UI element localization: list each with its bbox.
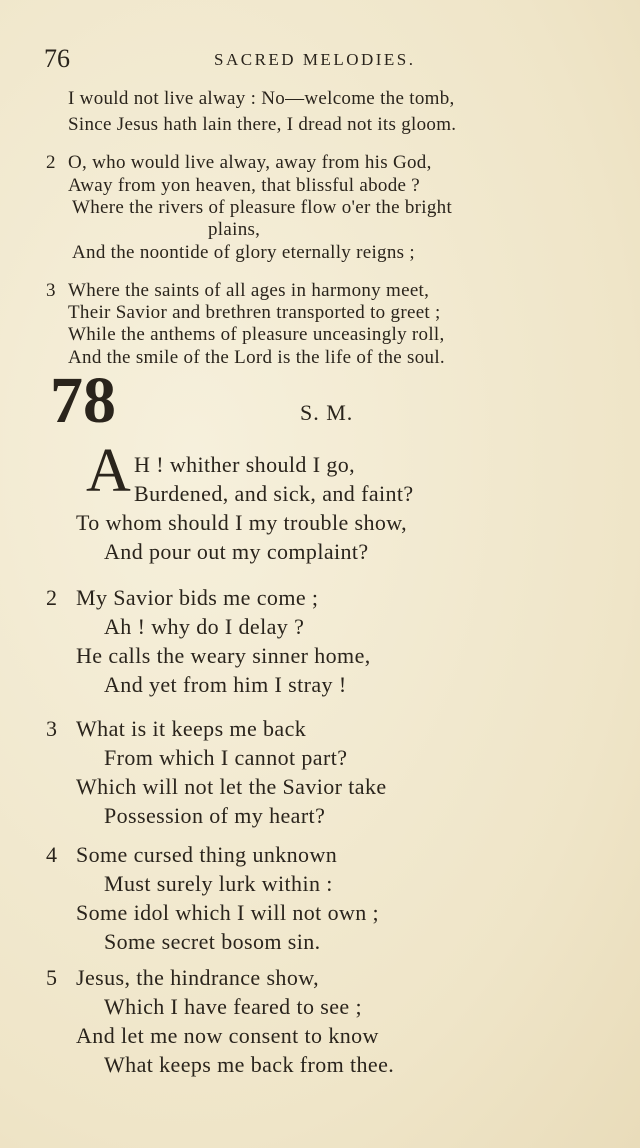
hymn-line: Which I have feared to see ;	[104, 994, 362, 1019]
prev-hymn-line: Away from yon heaven, that blissful abode ?	[68, 175, 421, 196]
hymn-line: Possession of my heart?	[104, 803, 326, 828]
hymn-line: Which will not let the Savior take	[76, 774, 387, 799]
prev-hymn-line: And the noontide of glory eternally reigns ;	[72, 242, 415, 263]
drop-cap: A	[86, 437, 131, 505]
hymn-line: H ! whither should I go,	[134, 452, 356, 477]
page-number: 76	[44, 44, 70, 73]
hymn-line: From which I cannot part?	[104, 745, 348, 770]
hymn-line: Must surely lurk within :	[104, 871, 333, 896]
hymn-line: Jesus, the hindrance show,	[76, 965, 319, 990]
prev-hymn-line: And the smile of the Lord is the life of the soul.	[68, 347, 445, 368]
hymn-line: He calls the weary sinner home,	[76, 643, 371, 668]
hymn-line: Some cursed thing unknown	[76, 842, 338, 867]
stanza-number: 2	[46, 585, 58, 610]
hymn-line: Ah ! why do I delay ?	[104, 614, 305, 639]
prev-hymn-line: plains,	[208, 219, 261, 240]
prev-hymn-line: O, who would live alway, away from his God,	[68, 152, 432, 173]
hymn-line: Some idol which I will not own ;	[76, 900, 380, 925]
hymn-line: What keeps me back from thee.	[104, 1052, 395, 1077]
hymn-number: 78	[50, 364, 116, 437]
stanza-number: 4	[46, 842, 58, 867]
hymn-line: To whom should I my trouble show,	[76, 510, 408, 535]
hymn-line: What is it keeps me back	[76, 716, 307, 741]
prev-hymn-line: Where the saints of all ages in harmony meet,	[68, 280, 430, 301]
hymn-line: Some secret bosom sin.	[104, 929, 321, 954]
stanza-number: 3	[46, 716, 58, 741]
prev-hymn-line: While the anthems of pleasure unceasingly roll,	[68, 324, 445, 345]
hymn-line: Burdened, and sick, and faint?	[134, 481, 414, 506]
prev-hymn-line: Where the rivers of pleasure flow o'er the bright	[72, 197, 453, 218]
hymn-line: And yet from him I stray !	[104, 672, 347, 697]
hymn-meter: S. M.	[300, 400, 354, 425]
prev-hymn-line: I would not live alway : No—welcome the tomb,	[68, 88, 455, 109]
hymn-line: And let me now consent to know	[76, 1023, 379, 1048]
hymn-line: And pour out my complaint?	[104, 539, 369, 564]
hymn-line: My Savior bids me come ;	[76, 585, 319, 610]
running-title: SACRED MELODIES.	[214, 50, 416, 69]
stanza-number: 2	[46, 152, 56, 173]
prev-hymn-line: Their Savior and brethren transported to greet ;	[68, 302, 441, 323]
prev-hymn-line: Since Jesus hath lain there, I dread not its gloom.	[68, 114, 457, 135]
stanza-number: 3	[46, 280, 56, 301]
stanza-number: 5	[46, 965, 58, 990]
